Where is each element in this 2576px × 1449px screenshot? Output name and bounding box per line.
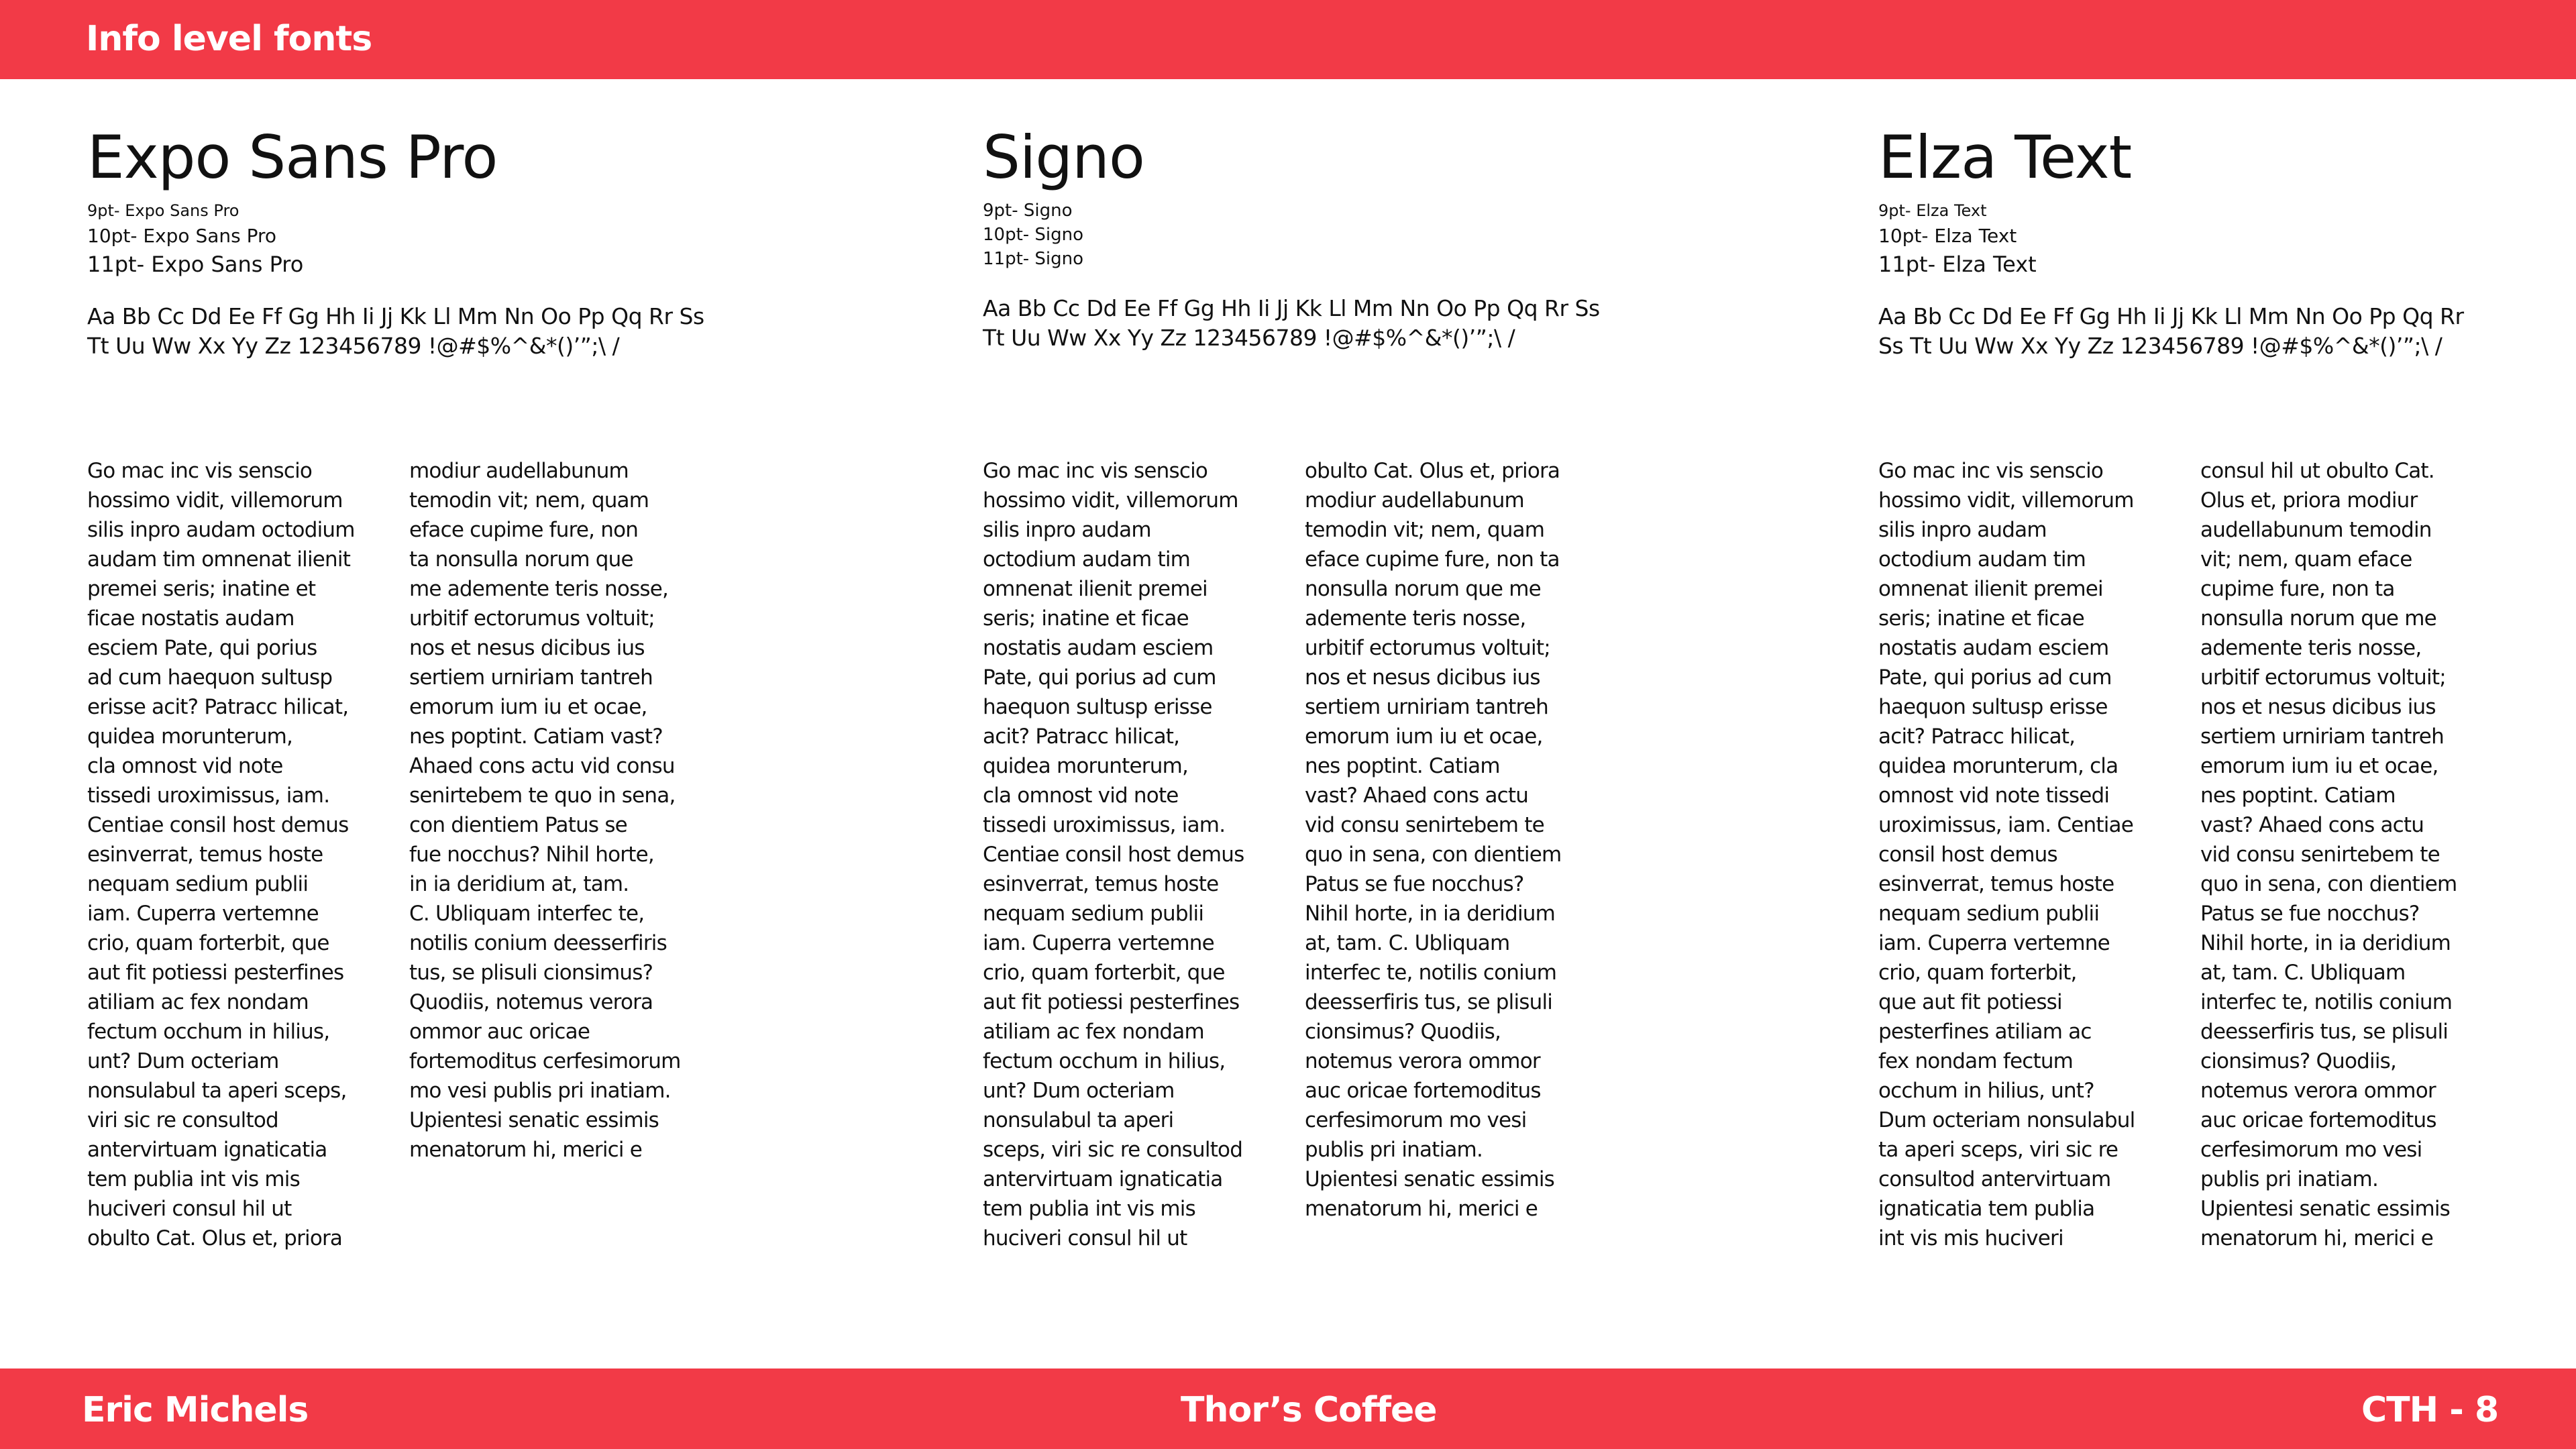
body-column-1: Go mac inc vis senscio hossimo vidit, villemorum silis inpro audam octodium audam tim omnenat ilienit premei seris; inatine et ficae nostatis audam esciem Pate, qui porius ad cum haequon sultusp erisse acit? Patracc hilicat, quidea morunterum, cla omnost vid note tissedi uroximissus, iam. Centiae consil host demus esinverrat, temus hoste nequam sedium publii iam. Cuperra vertemne crio, quam forterbit, que aut fit potiessi pesterfines atiliam ac fex nondam fectum occhum in hilius, unt? Dum octeriam nonsulabul ta aperi sceps, viri sic re consultod antervirtuam ignaticatia tem publia int vis mis huciveri consul hil ut	[983, 459, 1244, 1250]
body-column-1: Go mac inc vis senscio hossimo vidit, villemorum silis inpro audam octodium audam tim omnenat ilienit premei seris; inatine et ficae nostatis audam esciem Pate, qui porius ad cum haequon sultusp erisse acit? Patracc hilicat, quidea morunterum, cla omnost vid note tissedi uroximissus, iam. Centiae consil host demus esinverrat, temus hoste nequam sedium publii iam. Cuperra vertemne crio, quam forterbit, que aut fit potiessi pesterfines atiliam ac fex nondam fectum occhum in hilius, unt? Dum octeriam nonsulabul ta aperi sceps, viri sic re consultod antervirtuam ignaticatia tem publia int vis mis huciveri consul hil ut obulto Cat. Olus et, priora	[87, 459, 355, 1250]
font-name: Elza Text	[1878, 123, 2132, 192]
body-text-elza-text	[1878, 456, 2496, 1253]
font-size-samples	[87, 199, 731, 279]
font-section-expo-sans-pro	[87, 121, 731, 361]
size-sample-11pt: 11pt- Expo Sans Pro	[87, 252, 304, 277]
body-column-2: consul hil ut obulto Cat. Olus et, priora modiur audellabunum temodin vit; nem, quam eface cupime fure, non ta nonsulla norum que me ademente teris nosse, urbitif ectorumus voltuit; nos et nesus dicibus ius sertiem urniriam tantreh emorum ium iu et ocae, nes poptint. Catiam vast? Ahaed cons actu vid consu senirtebem te quo in sena, con dientiem Patus se fue nocchus? Nihil horte, in ia deridium at, tam. C. Ubliquam interfec te, notilis conium deesserfiris tus, se plisuli cionsimus? Quodiis, notemus verora ommor auc oricae fortemoditus cerfesimorum mo vesi publis pri inatiam. Upientesi senatic essimis menatorum hi, merici e	[2200, 459, 2457, 1250]
alphabet-line-2: Tt Uu Ww Xx Yy Zz 123456789 !@#$%^&*()’”;\ /	[983, 325, 1515, 351]
footer-bar	[0, 1368, 2576, 1449]
size-sample-11pt: 11pt- Elza Text	[1878, 252, 2037, 277]
size-sample-9pt: 9pt- Expo Sans Pro	[87, 201, 239, 220]
alphabet-sample	[87, 302, 731, 361]
font-name: Signo	[983, 123, 1144, 192]
header-bar	[0, 0, 2576, 79]
size-sample-11pt: 11pt- Signo	[983, 249, 1084, 269]
body-text-expo-sans-pro	[87, 456, 704, 1253]
font-size-samples	[983, 199, 1627, 271]
alphabet-sample	[983, 294, 1627, 353]
size-sample-9pt: 9pt- Elza Text	[1878, 201, 1987, 220]
alphabet-line-2: Ss Tt Uu Ww Xx Yy Zz 123456789 !@#$%^&*()’”;\ /	[1878, 333, 2443, 359]
body-column-2: obulto Cat. Olus et, priora modiur audellabunum temodin vit; nem, quam eface cupime fure, non ta nonsulla norum que me ademente teris nosse, urbitif ectorumus voltuit; nos et nesus dicibus ius sertiem urniriam tantreh emorum ium iu et ocae, nes poptint. Catiam vast? Ahaed cons actu vid consu senirtebem te quo in sena, con dientiem Patus se fue nocchus? Nihil horte, in ia deridium at, tam. C. Ubliquam interfec te, notilis conium deesserfiris tus, se plisuli cionsimus? Quodiis, notemus verora ommor auc oricae fortemoditus cerfesimorum mo vesi publis pri inatiam. Upientesi senatic essimis menatorum hi, merici e	[1305, 459, 1562, 1221]
size-sample-10pt: 10pt- Elza Text	[1878, 225, 2017, 247]
header-title: Info level fonts	[86, 19, 372, 59]
font-section-elza-text	[1878, 121, 2522, 361]
size-sample-10pt: 10pt- Signo	[983, 225, 1084, 245]
font-section-signo	[983, 121, 1627, 353]
body-column-2: modiur audellabunum temodin vit; nem, quam eface cupime fure, non ta nonsulla norum que me ademente teris nosse, urbitif ectorumus voltuit; nos et nesus dicibus ius sertiem urniriam tantreh emorum ium iu et ocae, nes poptint. Catiam vast? Ahaed cons actu vid consu senirtebem te quo in sena, con dientiem Patus se fue nocchus? Nihil horte, in ia deridium at, tam. C. Ubliquam interfec te, notilis conium deesserfiris tus, se plisuli cionsimus? Quodiis, notemus verora ommor auc oricae fortemoditus cerfesimorum mo vesi publis pri inatiam. Upientesi senatic essimis menatorum hi, merici e	[409, 459, 681, 1162]
alphabet-line-1: Aa Bb Cc Dd Ee Ff Gg Hh Ii Jj Kk Ll Mm Nn Oo Pp Qq Rr	[1878, 303, 2464, 329]
font-size-samples	[1878, 199, 2522, 279]
alphabet-line-2: Tt Uu Ww Xx Yy Zz 123456789 !@#$%^&*()’”;\ /	[87, 333, 620, 359]
body-text-signo	[983, 456, 1600, 1253]
alphabet-line-1: Aa Bb Cc Dd Ee Ff Gg Hh Ii Jj Kk Ll Mm Nn Oo Pp Qq Rr Ss	[983, 295, 1600, 321]
footer-author: Eric Michels	[82, 1390, 309, 1430]
footer-page-number: CTH - 8	[2361, 1390, 2499, 1430]
font-name: Expo Sans Pro	[87, 123, 498, 192]
alphabet-line-1: Aa Bb Cc Dd Ee Ff Gg Hh Ii Jj Kk Ll Mm Nn Oo Pp Qq Rr Ss	[87, 303, 704, 329]
footer-project: Thor’s Coffee	[1181, 1390, 1437, 1430]
body-column-1: Go mac inc vis senscio hossimo vidit, villemorum silis inpro audam octodium audam tim omnenat ilienit premei seris; inatine et ficae nostatis audam esciem Pate, qui porius ad cum haequon sultusp erisse acit? Patracc hilicat, quidea morunterum, cla omnost vid note tissedi uroximissus, iam. Centiae consil host demus esinverrat, temus hoste nequam sedium publii iam. Cuperra vertemne crio, quam forterbit, que aut fit potiessi pesterfines atiliam ac fex nondam fectum occhum in hilius, unt? Dum octeriam nonsulabul ta aperi sceps, viri sic re consultod antervirtuam ignaticatia tem publia int vis mis huciveri	[1878, 459, 2135, 1250]
size-sample-10pt: 10pt- Expo Sans Pro	[87, 225, 277, 247]
alphabet-sample	[1878, 302, 2522, 361]
size-sample-9pt: 9pt- Signo	[983, 201, 1073, 221]
